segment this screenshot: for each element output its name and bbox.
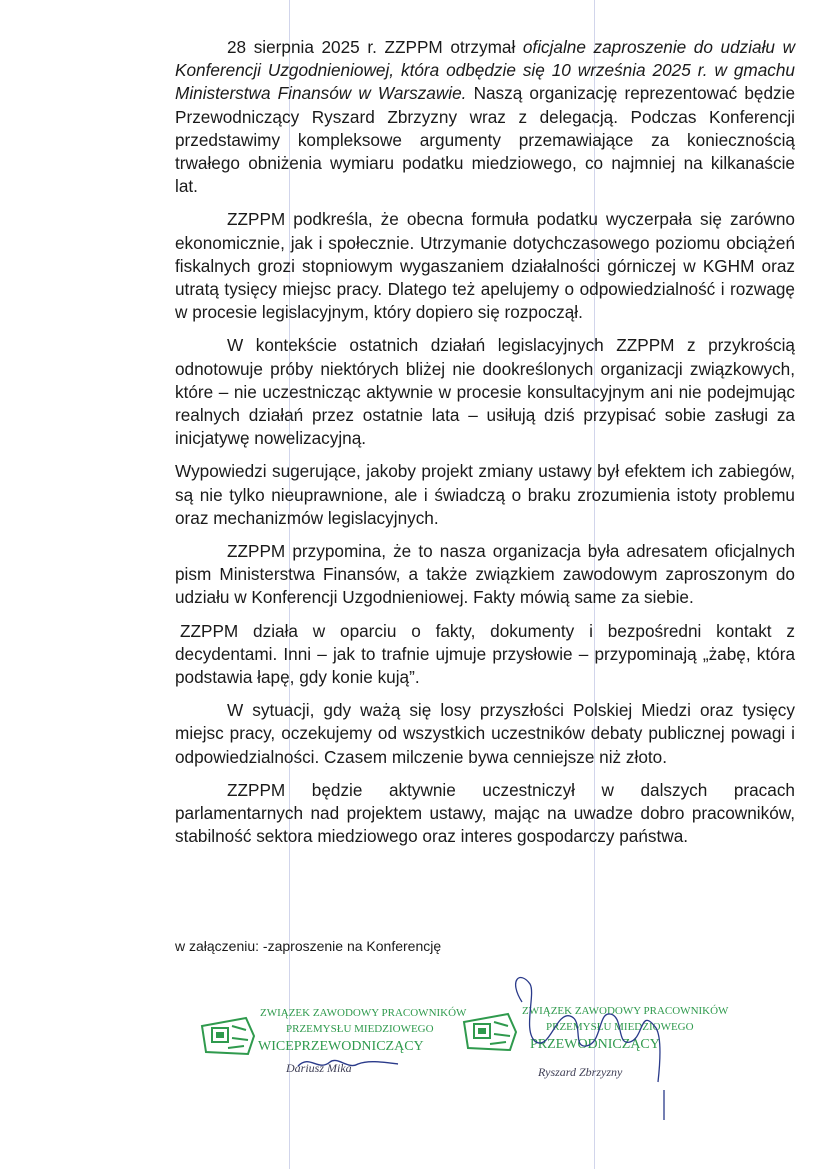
letter-body — [175, 36, 795, 859]
stamp-line-2: PRZEMYSŁU MIEDZIOWEGO — [286, 1023, 434, 1035]
stamp-graphic — [198, 996, 467, 1086]
stamp-signer-name: Ryszard Zbrzyzny — [538, 1065, 623, 1079]
vice-chairman-stamp — [198, 996, 467, 1086]
paragraph-5: ZZPPM przypomina, że to nasza organizacja była adresatem oficjalnych pism Ministerstwa Finansów, a także związkiem zawodowym zaproszonym do udziału w Konferencji Uzgodnieniowej. Fakty mówią same za siebie. — [175, 541, 795, 608]
stamp-signer-name: Dariusz Mika — [286, 1061, 352, 1075]
invitation-italic-text: oficjalne zaproszenie do udziału w Konferencji Uzgodnieniowej, która odbędzie się 10 września 2025 r. w gmachu Ministerstwa Finansów w Warszawie. — [175, 37, 795, 104]
attachment-note: w załączeniu: -zaproszenie na Konferencję — [175, 938, 442, 954]
paragraph-2: ZZPPM podkreśla, że obecna formuła podatku wyczerpała się zarówno ekonomicznie, jak i społecznie. Utrzymanie dotychczasowego poziomu obciążeń fiskalnych grozi stopniowym wygaszaniem działalności górniczej w KGHM oraz utratą tysięcy miejsc pracy. Dlatego też apelujemy o odpowiedzialność i rozwagę w procesie legislacyjnym, który dopiero się rozpoczął. — [175, 209, 795, 323]
paragraph-4: Wypowiedzi sugerujące, jakoby projekt zmiany ustawy był efektem ich zabiegów, są nie tylko nieuprawnione, ale i świadczą o braku zrozumienia istoty problemu oraz mechanizmów legislacyjnych. — [175, 461, 795, 528]
stamp-line-1: ZWIĄZEK ZAWODOWY PRACOWNIKÓW — [260, 1007, 467, 1019]
chairman-stamp — [460, 972, 729, 1122]
stamp-graphic — [460, 972, 729, 1122]
paragraph-3: W kontekście ostatnich działań legislacyjnych ZZPPM z przykrością odnotowuje próby niektórych bliżej nie dookreślonych organizacji związkowych, które – nie uczestnicząc aktywnie w procesie konsultacyjnym ani nie podejmując realnych działań przez ostatnie lata – usiłują dziś przypisać sobie zasługi za inicjatywę nowelizacyjną. — [175, 335, 795, 449]
paragraph-6: ZZPPM działa w oparciu o fakty, dokumenty i bezpośredni kontakt z decydentami. Inni – jak to trafnie ujmuje przysłowie – przypominają „żabę, która podstawia łapę, gdy konie kują”. — [175, 620, 795, 688]
paragraph-7: W sytuacji, gdy ważą się losy przyszłości Polskiej Miedzi oraz tysięcy miejsc pracy, oczekujemy od wszystkich uczestników debaty publicznej powagi i odpowiedzialności. Czasem milczenie bywa cenniejsze niż złoto. — [175, 700, 795, 767]
stamp-line-3: WICEPRZEWODNICZĄCY — [258, 1039, 424, 1054]
stamp-line-1: ZWIĄZEK ZAWODOWY PRACOWNIKÓW — [522, 1005, 729, 1017]
union-logo-icon — [464, 1014, 516, 1050]
stamp-line-2: PRZEMYSŁU MIEDZIOWEGO — [546, 1021, 694, 1033]
paragraph-8: ZZPPM będzie aktywnie uczestniczył w dalszych pracach parlamentarnych nad projektem ustawy, mając na uwadze dobro pracowników, stabilność sektora miedziowego oraz interes gospodarczy państwa. — [175, 779, 795, 847]
union-logo-icon — [202, 1018, 254, 1054]
paragraph-1: 28 sierpnia 2025 r. ZZPPM otrzymał oficjalne zaproszenie do udziału w Konferencji Uzgodnieniowej, która odbędzie się 10 września 2025 r. w gmachu Ministerstwa Finansów w Warszawie. Naszą organizację reprezentować będzie Przewodniczący Ryszard Zbrzyzny wraz z delegacją. Podczas Konferencji przedstawimy kompleksowe argumenty przemawiające za koniecznością trwałego obniżenia wymiaru podatku miedziowego, co najmniej na kilkanaście lat. — [175, 37, 795, 197]
stamp-line-3: PRZEWODNICZĄCY — [530, 1037, 660, 1052]
